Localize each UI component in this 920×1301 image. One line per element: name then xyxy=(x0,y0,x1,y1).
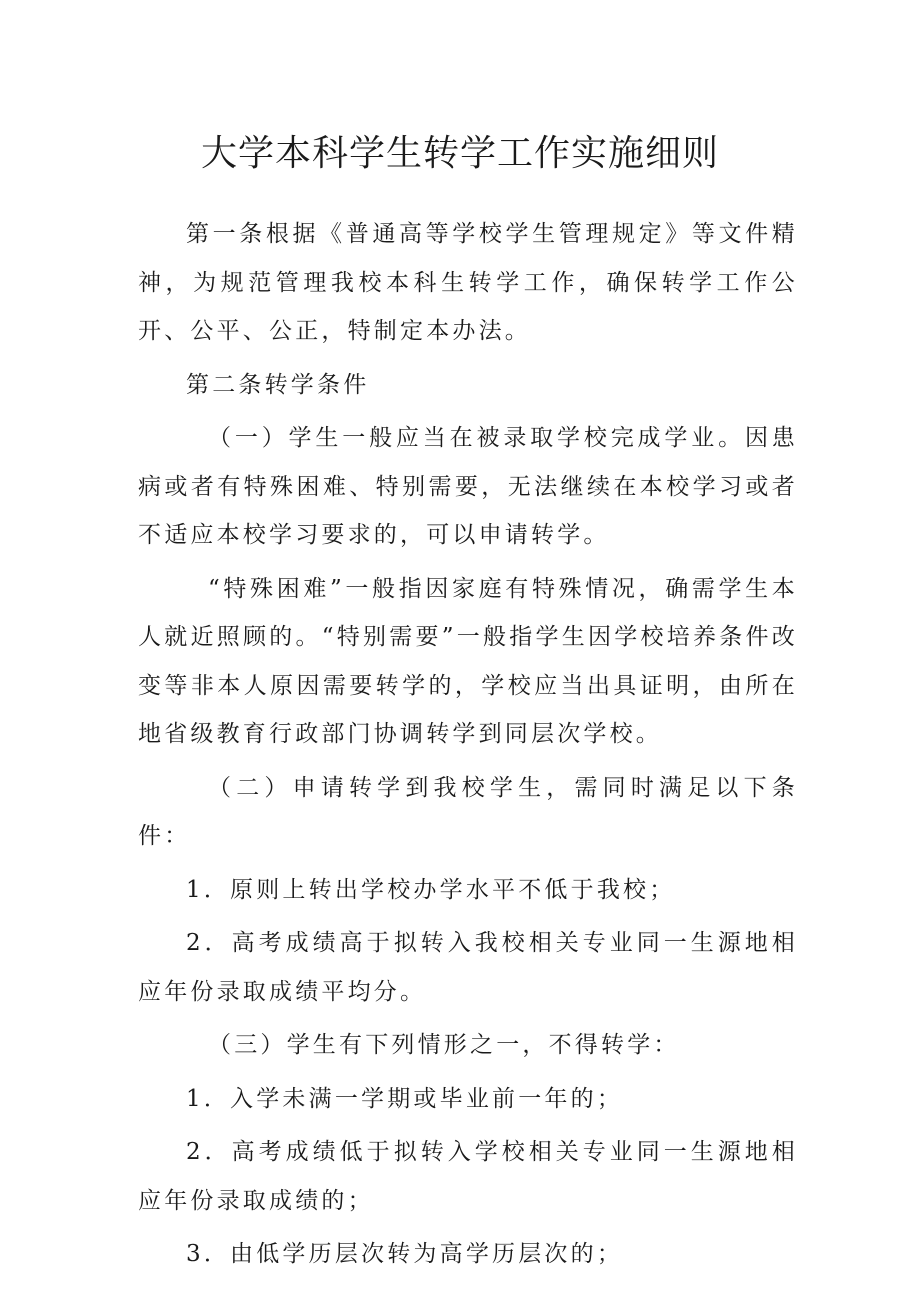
list-item: 3．由低学历层次转为高学历层次的； xyxy=(186,1241,624,1267)
list-item: 1．原则上转出学校办学水平不低于我校； xyxy=(186,876,676,903)
list-item: 1．入学未满一学期或毕业前一年的； xyxy=(186,1085,624,1112)
document-title: 大学本科学生转学工作实施细则 xyxy=(200,133,719,174)
paragraph-clause-1: （一）学生一般应当在被录取学校完成学业。因患病或者有特殊困难、特别需要，无法继续在本校学习或者不适应本校学习要求的，可以申请转学。 xyxy=(138,425,798,548)
paragraph-clause-2: （二）申请转学到我校学生，需同时满足以下条件： xyxy=(138,774,798,849)
paragraph-article-1: 第一条根据《普通高等学校学生管理规定》等文件精神，为规范管理我校本科生转学工作，确保转学工作公开、公平、公正，特制定本办法。 xyxy=(138,221,798,344)
paragraph-clause-1-note: “特殊困难”一般指因家庭有特殊情况，确需学生本人就近照顾的。“特别需要”一般指学生因学校培养条件改变等非本人原因需要转学的，学校应当出具证明，由所在地省级教育行政部门协调转学到同层次学校。 xyxy=(138,575,798,747)
document-body xyxy=(138,210,798,1279)
list-item: 2．高考成绩低于拟转入学校相关专业同一生源地相应年份录取成绩的； xyxy=(138,1139,798,1214)
paragraph-article-2-heading: 第二条转学条件 xyxy=(186,371,370,398)
list-item: 2．高考成绩高于拟转入我校相关专业同一生源地相应年份录取成绩平均分。 xyxy=(138,930,798,1005)
paragraph-clause-3: （三）学生有下列情形之一，不得转学： xyxy=(208,1032,680,1058)
